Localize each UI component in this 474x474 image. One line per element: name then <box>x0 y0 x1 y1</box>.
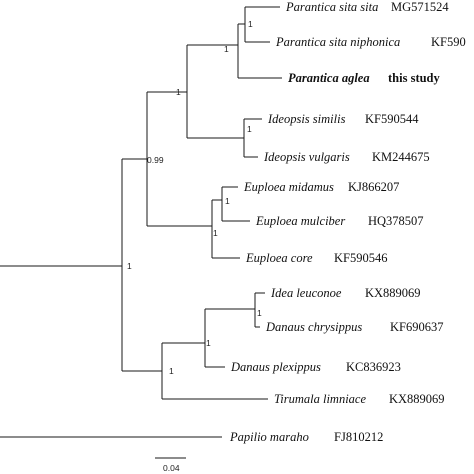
taxon-label <box>267 110 419 127</box>
accession-number: FJ810212 <box>334 430 384 444</box>
support-ingroup-a: 0.99 <box>147 155 164 165</box>
accession-number: this study <box>388 71 440 85</box>
scale-bar-label: 0.04 <box>163 463 180 473</box>
taxon-label <box>263 148 430 165</box>
accession-number: KF690637 <box>390 320 444 334</box>
taxon-label <box>275 33 466 50</box>
taxon-name: Papilio maraho <box>230 430 309 444</box>
taxon-label <box>255 212 424 229</box>
taxon-label <box>265 318 443 335</box>
accession-number: KM244675 <box>372 150 430 164</box>
taxon-label <box>270 284 421 301</box>
support-parantica-sita: 1 <box>248 19 253 29</box>
support-parantica: 1 <box>224 44 229 54</box>
taxon-name: Tirumala limniace <box>274 392 367 406</box>
support-ideopsis: 1 <box>247 124 252 134</box>
accession-number: KC836923 <box>346 360 401 374</box>
support-midamus-mulciber: 1 <box>225 196 230 206</box>
taxon-label-highlighted <box>288 69 441 86</box>
taxon-name: Ideopsis similis <box>268 112 346 126</box>
support-root: 1 <box>127 261 132 271</box>
taxon-name: Danaus chrysippus <box>266 320 363 334</box>
taxon-name: Parantica aglea <box>288 71 370 85</box>
support-idea-chrysippus: 1 <box>257 308 262 318</box>
accession-number: MG571524 <box>391 0 449 14</box>
support-euploea: 1 <box>213 228 218 238</box>
accession-number: KX889069 <box>389 392 445 406</box>
accession-number: KF590 <box>431 35 466 49</box>
taxon-name: Idea leuconoe <box>271 286 342 300</box>
support-danaus-idea: 1 <box>206 338 211 348</box>
accession-number: HQ378507 <box>368 214 424 228</box>
support-ingroup-b: 1 <box>169 366 174 376</box>
accession-number: KF590546 <box>334 251 388 265</box>
taxon-label <box>245 249 387 266</box>
taxon-name: Euploea mulciber <box>256 214 346 228</box>
taxon-label <box>230 358 401 375</box>
taxon-name: Danaus plexippus <box>231 360 321 374</box>
support-parantica-ideopsis: 1 <box>176 87 181 97</box>
scale-bar <box>155 458 186 473</box>
taxon-name: Parantica sita sita <box>286 0 379 14</box>
taxon-label <box>243 178 399 195</box>
taxon-label <box>229 428 383 445</box>
accession-number: KX889069 <box>365 286 421 300</box>
taxon-name: Euploea core <box>246 251 313 265</box>
taxon-name: Ideopsis vulgaris <box>264 150 350 164</box>
taxon-labels <box>229 0 466 445</box>
taxon-name: Parantica sita niphonica <box>276 35 401 49</box>
taxon-name: Euploea midamus <box>244 180 334 194</box>
taxon-label <box>274 390 445 407</box>
taxon-label <box>285 0 449 15</box>
accession-number: KJ866207 <box>348 180 400 194</box>
accession-number: KF590544 <box>365 112 419 126</box>
